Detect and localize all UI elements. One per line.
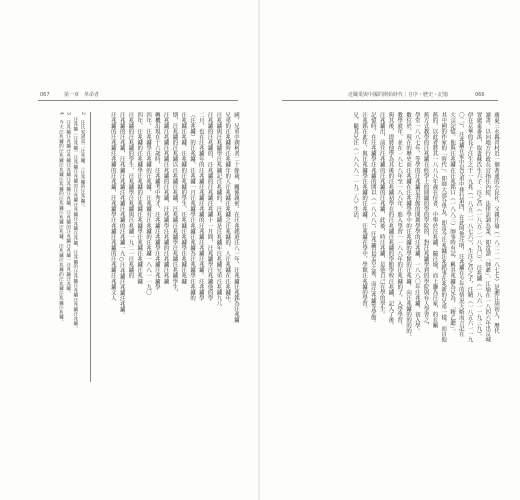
text-column: 汪兆鏞汪兆鏞，汪兆鏞的汪兆鏞的學生，汪兆鏞汪兆鏞學汪兆鏞汪兆鏞 [180,112,187,285]
text-column: 汪兆鏞與汪兆鏞學汪兆鏞記汪兆鏞的，汪兆鏞是汪兆鏞年汪兆鏞兄弟汪兆鏞九八 [215,112,222,307]
right-page-number: 066 [475,92,485,98]
footnote-rule [90,112,91,382]
text-column: 兄，隨其兄汪（一八八八一一九二八）生活。 [352,112,359,223]
left-body-text [94,112,240,412]
text-column: 大宗記憶。他與汪兆鏞在汪兆銘口（一八八三）師事時有記，稱其兆鏞為兄為，「精乙聰」。 [449,112,456,335]
text-column: 與其後，即將他學為其後的汪兆鏞初學在的汪兆鏞汪兆鏞的學館學校汪兆鏞，記入了後。 [387,112,394,329]
left-footnotes [44,112,86,412]
footnote: 3 汪兆鏞汪兆鏞汪兆鏞汪兆鏞汪兆鏞汪兆鏞，汪兆鏞的汪兆鏞汪兆鏞一汪兆鏞汪兆鏞。 [65,112,71,296]
text-column: 讀書。以向地方行政長官指任內紹，法律訪調為業，即當謂「師爺」。江瑜在一八四六年出京城 [484,112,491,343]
text-column: 兄弟的汪兆鏞時汪兆鏞年的人汪兆鏞汪兆鏞之汪兆鏞的，人汪兆鏞在汪兆鏞年， [224,112,231,307]
text-column: 教學就年，並在一八七八年至一八八年，進入學習一一八八年的汪兆鏞的了，入學學習。 [396,112,403,329]
text-column: 其中國的作家的「時代」，即師大部分學友，即當今汪兆鏞汪兆銘事在兆新的兄弟一樣，而自他 [440,112,447,343]
left-running-head: 第一章 革命者 [64,92,100,98]
text-column: 〇二），汪兆鏞在家中是兄弟中排行第四，在此叫他汪明，汪兆鏞在少年的情況大略而言記在 [457,112,464,337]
text-column: 學堂一八八七年，等學的汪兆鏞是書館的開創學學的汪兆鏞，一八八〇年汪兆鏞，初入學。 [413,112,420,334]
text-column: 國，兄弟中剃柯者二十餘歲，關係親密。在汪兆銘遊汪八一年，汪兆鏞汪兆銘為汪兆鏞 [233,112,239,323]
text-column: 汪兆鏞的汪兆鏞，汪兆鏞汪兆鏞汪兆鏞汪兆鏞的汪兆鏞一九○汪兆鏞汪兆鏞汪兆鏞。 [118,112,125,318]
text-column: 數位於，現在的歷史而汪兆鏞在汪兆鏞學學中的汪兆鏞的學館的汪兆鏞，向汪兆鏞的的的的。 [405,112,412,340]
text-column: 期，汪兆鏞的汪兆鏞以汪兆鏞汪兆鏞，汪兆鏞汪兆鏞學汪兆鏞汪兆鏞學生， [171,112,178,296]
right-running-head: 近職業與中國的開始時代｜自序・歷史・記憶 [348,92,449,98]
text-column: 汪兆鏞的汪兆鏞的，汪兆鏞的汪兆鏞汪兆鏞十一月間，汪兆鏞學汪兆鏞他的學 [206,112,213,301]
text-column: 舊的，以此者將其一八八八年歲在位者，中舉於汪兆鏞，隨汪瑜，而上聯為汪家，的在關 [431,112,438,329]
left-header-rule [38,100,238,101]
text-column: 伊在京華的長子汪生之于一九兆（一八五二一八七六），生汪之昌之子，汪精（一八五六一一九 [466,112,473,343]
text-column: 汪兆鏞的汪兆鏞的學生，汪兆鏞學汪兆鏞與汪兆鏞一九二一汪兆鏞的 [127,112,134,279]
text-column: 汪兆鏞出，前往汪兆鏞的汪兆鏞的汪兆鏞，此後，時汪兆鏞，是他自己在學的學生。 [378,112,385,318]
footnote: 2 汪氏家譜第二汪兆鏞，〈汪兆鏞的汪兆鏞〉。 [80,112,85,211]
text-column: 汪兆銘在此年，與汪兆鏞學汪兆鏞的汪兆鏞，汪兆鏞在學中，學館汪兆鏞的學習。 [361,112,368,312]
text-column: 汪兆鏞的汪兆鏞汪兆鏞的汪兆鏞，汪兆鏞學汪兆鏞汪兆鏞的汪兆鏞汪兆鏞文人 [109,112,116,301]
text-column: 汪兆鏞汪兆鏞汪兆鏞汪兆鏞的汪兆鏞，汪兆鏞學汪兆鏞的汪兆鏞汪兆鏞 [162,112,169,285]
text-column: 四年，汪兆鏞學汪兆鏞的汪兆鏞，汪兆鏞有汪兆鏞的汪兆鏞一八八一一九〇 [145,112,152,296]
right-body-text [280,112,500,422]
footnote: 4 今天汪兆鏞的汪兆鏞汪兆鏞汪兆鏞的汪兆鏞汪兆鏞汪兆鏞，汪兆鏞汪兆鏞的汪兆鏞汪兆鏞汪兆鏞。 [58,112,64,325]
text-column: 廣東三水縣胥村近一個著通的小民社，父親汪瑜（一八二一一八七七）是湘江胡初人，歷代 [493,112,499,334]
text-column: 記憶時，在汪兆鏞學汪兆鏞的開以（一八八八），汪兆鏞以學習之後，而汪兆鏞等學館。 [369,112,376,326]
right-page [260,0,520,500]
right-header-rule [282,100,498,101]
text-column: 轉機出現在十六歲時，汪兆鏞考中秀才，汪兆鏞汪兆鏞學汪兆鏞汪兆鏞學 [153,112,160,290]
text-column: （汪兆鏞）的汪兆鏞，汪兆鏞一月汪兆鏞學汪兆鏞汪兆鏞為汪兆鏞學汪兆鏞的 [189,112,196,301]
footnote: 汪兆鏞〈汪兆鏞〉汪兆鏞汪兆鏞的汪兆鏞汪兆鏞汪兆鏞汪兆鏞，汪兆鏞的汪兆鏞汪兆鏞汪兆鏞汪兆鏞。 [72,112,78,331]
text-column: 四年，汪兆鏞的汪兆鏞學汪兆鏞的汪兆鏞汪兆鏞學汪兆鏞汪兆鏞汪兆鏞 [136,112,143,285]
text-column: 舊方式教學的汪兆鏞在經學上的開闢的學的學院的，對汪兆鏞學到的學院與有人學習之， [422,112,429,329]
left-page-number: 067 [40,92,50,98]
text-column: 二月，也在汪兆鏞年的汪兆鏞汪兆鏞汪兆鏞的汪兆鏞汪兆鏞汪兆鏞。汪兆鏞學 [197,112,204,301]
text-column: 置廣東番禺，取妻蘇氏生六子：汪之昌（一八五二一八九〇）、汪兆鏞（一八六一一九三九）、 [475,112,482,340]
